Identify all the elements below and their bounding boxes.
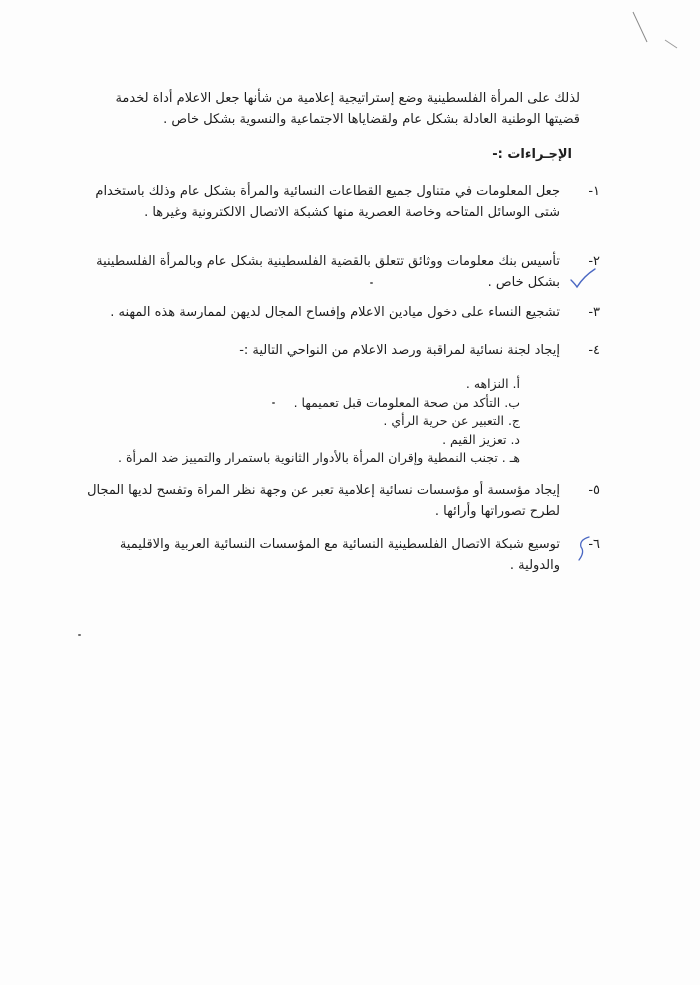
corner-pen-mark-icon — [625, 10, 685, 50]
item-text: إيجاد مؤسسة أو مؤسسات نسائية إعلامية تعبر عن وجهة نظر المراة وتفسح لديها المجال لطرح تصوراتها وأرائها . — [87, 483, 560, 519]
item-number: ٣- — [588, 305, 600, 320]
checkmark-icon — [568, 266, 598, 290]
item-number: ٥- — [588, 483, 600, 498]
item-text: توسيع شبكة الاتصال الفلسطينية النسائية مع المؤسسات النسائية العربية والاقليمية والدولية . — [119, 537, 560, 573]
list-item — [80, 480, 600, 522]
list-item — [80, 181, 600, 223]
criteria-item: أ. النزاهه . — [465, 376, 520, 391]
list-item — [80, 251, 600, 293]
item-text: جعل المعلومات في متناول جميع القطاعات النسائية والمرأة بشكل عام وذلك باستخدام شتى الوسائل المتاحه وخاصة العصرية منها كشبكة الاتصال الالكترونية وغيرها . — [95, 184, 560, 220]
procedures-heading: الإجـراءات :- — [492, 147, 572, 162]
pen-bracket-icon — [575, 534, 595, 564]
list-item — [80, 302, 600, 323]
item-number: ٦- — [588, 537, 600, 552]
criteria-item: ج. التعبير عن حرية الرأي . — [383, 413, 520, 428]
stray-mark — [272, 402, 275, 404]
list-item — [80, 534, 600, 576]
item-text: إيجاد لجنة نسائية لمراقبة ورصد الاعلام من النواحي التالية :- — [239, 343, 560, 358]
criteria-list — [80, 375, 520, 468]
item-text: تأسيس بنك معلومات ووثائق تتعلق بالقضية الفلسطينية بشكل عام وبالمرأة الفلسطينية بشكل خاص . — [96, 254, 560, 290]
criteria-item: هـ . تجنب النمطية وإقران المرأة بالأدوار الثانوية باستمرار والتمييز ضد المرأة . — [118, 450, 520, 465]
list-item — [80, 340, 600, 361]
item-number: ١- — [588, 184, 600, 199]
item-text: تشجيع النساء على دخول ميادين الاعلام وإفساح المجال لديهن لممارسة هذه المهنه . — [110, 305, 560, 320]
criteria-item: د. تعزيز القيم . — [442, 431, 520, 447]
stray-mark — [370, 282, 373, 284]
stray-mark — [78, 634, 81, 636]
intro-paragraph: لذلك على المرأة الفلسطينية وضع إستراتيجية إعلامية من شأنها جعل الاعلام أداة لخدمة قضيتها الوطنية العادلة بشكل عام ولقضاياها الاجتماعية والنسوية بشكل خاص . — [115, 91, 580, 127]
item-number: ٢- — [588, 254, 600, 269]
item-number: ٤- — [588, 343, 600, 358]
criteria-item: ب. التأكد من صحة المعلومات قبل تعميمها . — [293, 394, 520, 410]
